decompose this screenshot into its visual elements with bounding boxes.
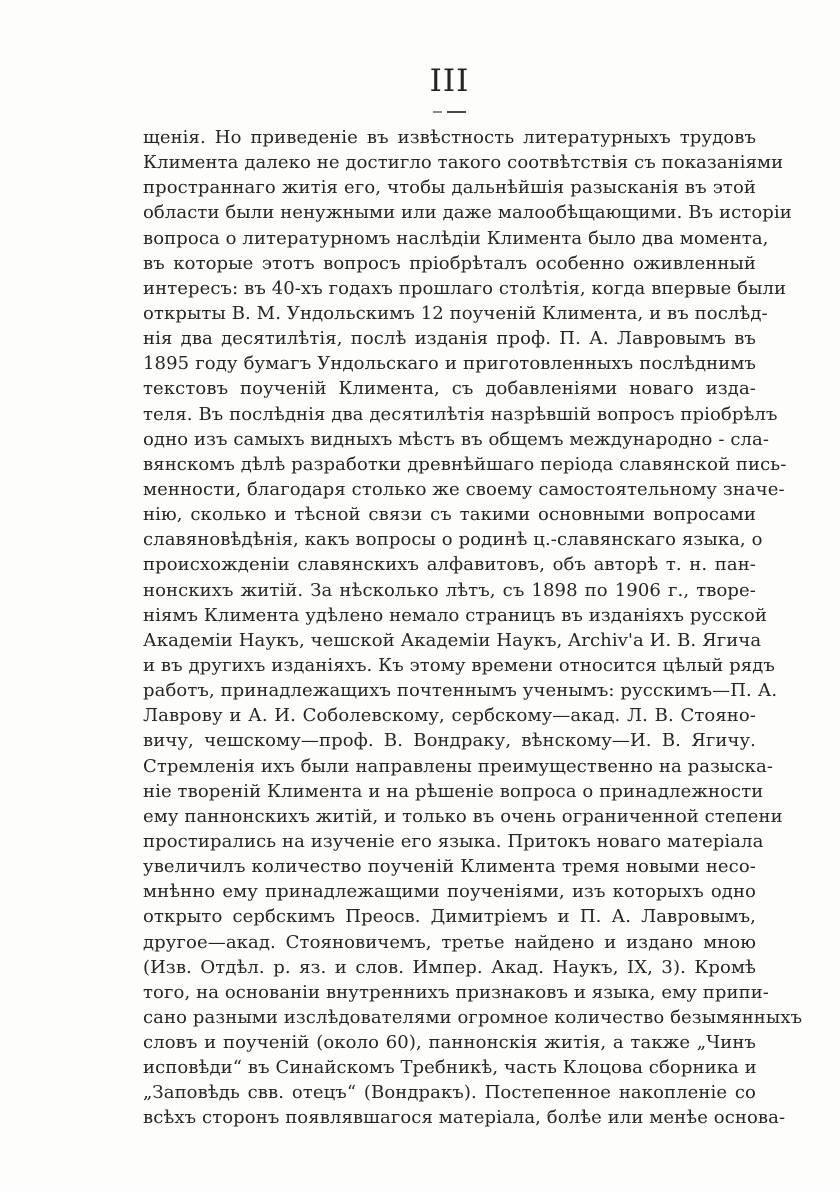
text-line: въ которые этотъ вопросъ пріобрѣталъ особенно оживленный (143, 252, 756, 274)
text-line: ніе твореній Климента и на рѣшеніе вопроса о принадлежности (143, 780, 764, 802)
page-number: III (429, 63, 470, 99)
text-line: ніямъ Климента удѣлено немало страницъ въ изданіяхъ русской (143, 604, 767, 626)
text-line: простирались на изученіе его языка. Притокъ новаго матеріала (143, 830, 764, 852)
text-line: Стремленія ихъ были направлены преимущественно на разыска- (143, 755, 774, 777)
text-line: вичу, чешскому—проф. В. Вондраку, вѣнскому—И. В. Ягичу. (143, 730, 756, 752)
text-line: и въ другихъ изданіяхъ. Къ этому времени относится цѣлый рядъ (143, 654, 775, 676)
text-line: области были ненужными или даже малообѣщающими. Въ исторіи (143, 202, 792, 224)
text-line: нонскихъ житій. За нѣсколько лѣтъ, съ 1898 по 1906 г., творе- (143, 579, 756, 601)
text-line: (Изв. Отдѣл. р. яз. и слов. Импер. Акад. Наукъ, IX, 3). Кромѣ (143, 956, 756, 978)
text-line: происхожденіи славянскихъ алфавитовъ, объ авторѣ т. н. пан- (143, 554, 756, 576)
text-line: Академіи Наукъ, чешской Академіи Наукъ, Archiv'а И. В. Ягича (143, 629, 762, 651)
text-line: работъ, принадлежащихъ почтеннымъ ученымъ: русскимъ—П. А. (143, 680, 778, 702)
text-line: вянскомъ дѣлѣ разработки древнѣйшаго періода славянской пись- (143, 453, 787, 475)
text-line: славяновѣдѣнія, какъ вопросы о родинѣ ц.-славянскаго языка, о (143, 529, 763, 551)
text-line: мнѣнно ему принадлежащими поученіями, изъ которыхъ одно (143, 881, 756, 903)
text-line: словъ и поученій (около 60), паннонскія житія, а также „Чинъ (143, 1032, 756, 1054)
text-line: менности, благодаря столько же своему самостоятельному значе- (143, 478, 785, 500)
header-rule-dash-short (433, 111, 442, 113)
text-line: ему паннонскихъ житій, и только въ очень ограниченной степени (143, 805, 783, 827)
text-line: сано разными изслѣдователями огромное количество безымянныхъ (143, 1006, 803, 1028)
text-line: вопроса о литературномъ наслѣдіи Климента было два момента, (143, 227, 769, 249)
text-line: нію, сколько и тѣсной связи съ такими основными вопросами (143, 504, 756, 526)
text-line: текстовъ поученій Климента, съ добавленіями новаго изда- (143, 378, 756, 400)
text-line: пространнаго житія его, чтобы дальнѣйшія разысканія въ этой (143, 177, 756, 199)
text-line: другое—акад. Стояновичемъ, третье найдено и издано мною (143, 931, 756, 953)
text-line: нія два десятилѣтія, послѣ изданія проф. П. А. Лавровымъ въ (143, 328, 756, 350)
text-line: 1895 году бумагъ Ундольскаго и приготовленныхъ послѣднимъ (143, 353, 756, 375)
text-line: одно изъ самыхъ видныхъ мѣстъ въ общемъ международно - сла- (143, 428, 770, 450)
text-line: интересъ: въ 40-хъ годахъ прошлаго столѣтія, когда впервые были (143, 277, 787, 299)
header-rule (143, 111, 756, 113)
text-line: открыты В. М. Ундольскимъ 12 поученій Климента, и въ послѣд- (143, 302, 768, 324)
text-line: того, на основаніи внутреннихъ признаковъ и языка, ему припи- (143, 981, 769, 1003)
text-line: „Заповѣдь свв. отецъ“ (Вондракъ). Постепенное накопленіе со (143, 1082, 756, 1104)
text-line: исповѣди“ въ Синайскомъ Требникѣ, часть Клоцова сборника и (143, 1057, 757, 1079)
text-line: щенія. Но приведеніе въ извѣстность литературныхъ трудовъ (143, 127, 756, 148)
text-line: открыто сербскимъ Преосв. Димитріемъ и П. А. Лавровымъ, (143, 906, 756, 928)
text-line: Климента далеко не достигло такого соотвѣтствія съ показаніями (143, 152, 784, 174)
text-line: всѣхъ сторонъ появлявшагося матеріала, болѣе или менѣе основа- (143, 1107, 786, 1129)
header-rule-dash-long (447, 111, 466, 113)
text-line: увеличилъ количество поученій Климента тремя новыми несо- (143, 856, 756, 878)
body-text (143, 125, 803, 1131)
text-line: теля. Въ послѣднія два десятилѣтія назрѣвшій вопросъ пріобрѣлъ (143, 403, 778, 425)
text-line: Лаврову и А. И. Соболевскому, сербскому—акад. Л. В. Стояно- (143, 705, 756, 727)
